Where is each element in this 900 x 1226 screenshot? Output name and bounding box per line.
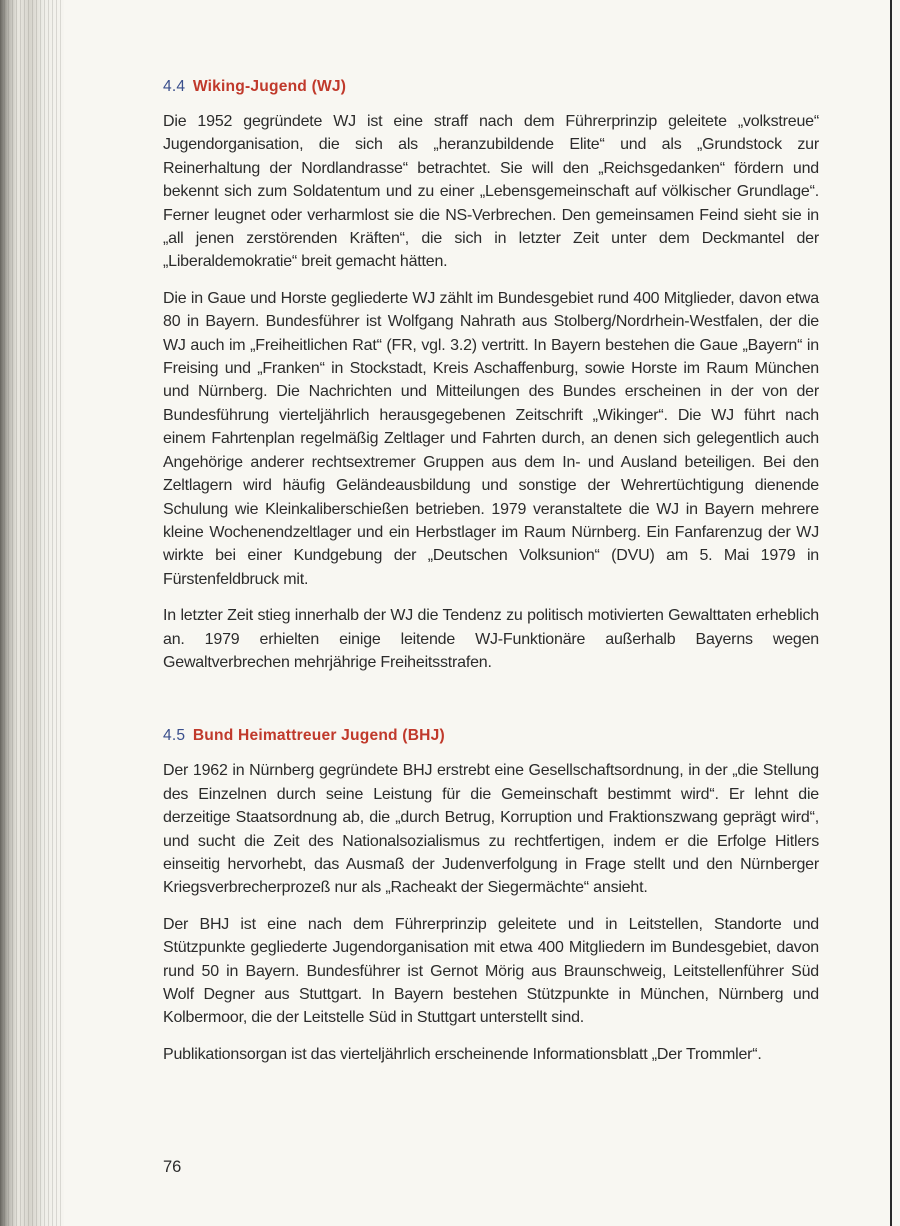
paragraph: Publikationsorgan ist das vierteljährlich erscheinende Informationsblatt „Der Trommler“. — [163, 1045, 762, 1063]
paragraph: Der 1962 in Nürnberg gegründete BHJ erstrebt eine Gesellschaftsordnung, in der „die Stellung des Einzelnen durch seine Leistung für die Gemeinschaft bestimmt wird“. Er lehnt die derzeitige Staatsordnung ab, die „durch Betrug, Korruption und Fraktionszwang geprägt wird“, und sucht die Zeit des Nationalsozialismus zu rechtfertigen, indem er die Erfolge Hitlers einseitig hervorhebt, das Ausmaß der Judenverfolgung in Frage stellt und den Nürnberger Kriegsverbrecherprozeß nur als „Racheakt der Siegermächte“ ansieht. — [163, 762, 819, 897]
paragraph: Die 1952 gegründete WJ ist eine straff nach dem Führerprinzip geleitete „volkstreue“ Jugendorganisation, die sich als „heranzubildende Elite“ und als „Grundstock zur Reinerhaltung der Nordlandrasse“ betrachtet. Sie will den „Reichsgedanken“ fördern und bekennt sich zum Soldatentum und zu einer „Lebensgemeinschaft auf völkischer Grundlage“. Ferner leugnet oder verharmlost sie die NS-Verbrechen. Den gemeinsamen Feind sieht sie in „all jenen zerstörenden Kräften“, die sich in letzter Zeit unter dem Deckmantel der „Liberaldemokratie“ breit gemacht hätten. — [163, 113, 819, 271]
section-title: Wiking-Jugend (WJ) — [192, 78, 347, 95]
paragraph: Der BHJ ist eine nach dem Führerprinzip geleitete und in Leitstellen, Standorte und Stützpunkte gegliederte Jugendorganisation mit etwa 400 Mitgliedern im Bundesgebiet, davon rund 50 in Bayern. Bundesführer ist Gernot Mörig aus Braunschweig, Leitstellenführer Süd Wolf Degner aus Stuttgart. In Bayern bestehen Stützpunkte in München, Nürnberg und Kolbermoor, die der Leitstelle Süd in Stuttgart unterstellt sind. — [163, 915, 819, 1027]
page-number: 76 — [163, 1158, 182, 1176]
book-spine-edge — [0, 0, 64, 1226]
section-heading-4-4 — [163, 78, 819, 96]
paragraph: Die in Gaue und Horste gegliederte WJ zählt im Bundesgebiet rund 400 Mitglieder, davon etwa 80 in Bayern. Bundesführer ist Wolfgang Nahrath aus Stolberg/Nordrhein-Westfalen, der die WJ auch im „Freiheitlichen Rat“ (FR, vgl. 3.2) vertritt. In Bayern bestehen die Gaue „Bayern“ in Freising und „Franken“ in Stockstadt, Kreis Aschaffenburg, sowie Horste im Raum München und Nürnberg. Die Nachrichten und Mitteilungen des Bundes erscheinen in der von der Bundesführung vierteljährlich herausgegebenen Zeitschrift „Wikinger“. Die WJ führt nach einem Fahrtenplan regelmäßig Zeltlager und Fahrten durch, an denen sich gelegentlich auch Angehörige anderer rechtsextremer Gruppen aus dem In- und Ausland beteiligen. Bei den Zeltlagern wird häufig Geländeausbildung und sonstige der Wehrertüchtigung dienende Schulung wie Kleinkaliberschießen betrieben. 1979 veranstaltete die WJ in Bayern mehrere kleine Wochenendzeltlager und ein Herbstlager im Raum Nürnberg. Ein Fanfarenzug der WJ wirkte bei einer Kundgebung der „Deutschen Volksunion“ (DVU) am 5. Mai 1979 in Fürstenfeldbruck mit. — [163, 289, 819, 588]
section-title: Bund Heimattreuer Jugend (BHJ) — [192, 727, 445, 745]
paragraph: In letzter Zeit stieg innerhalb der WJ die Tendenz zu politisch motivierten Gewalttaten erheblich an. 1979 erhielten einige leitende WJ-Funktionäre außerhalb Bayerns wegen Gewaltverbrechen mehrjährige Freiheitsstrafen. — [163, 607, 819, 671]
section-number: 4.5 — [163, 727, 186, 745]
section-number: 4.4 — [163, 78, 186, 95]
page-right-edge — [890, 0, 892, 1226]
section-heading-4-5 — [163, 727, 819, 745]
section-spacer — [163, 687, 819, 727]
page-content — [163, 78, 819, 1079]
